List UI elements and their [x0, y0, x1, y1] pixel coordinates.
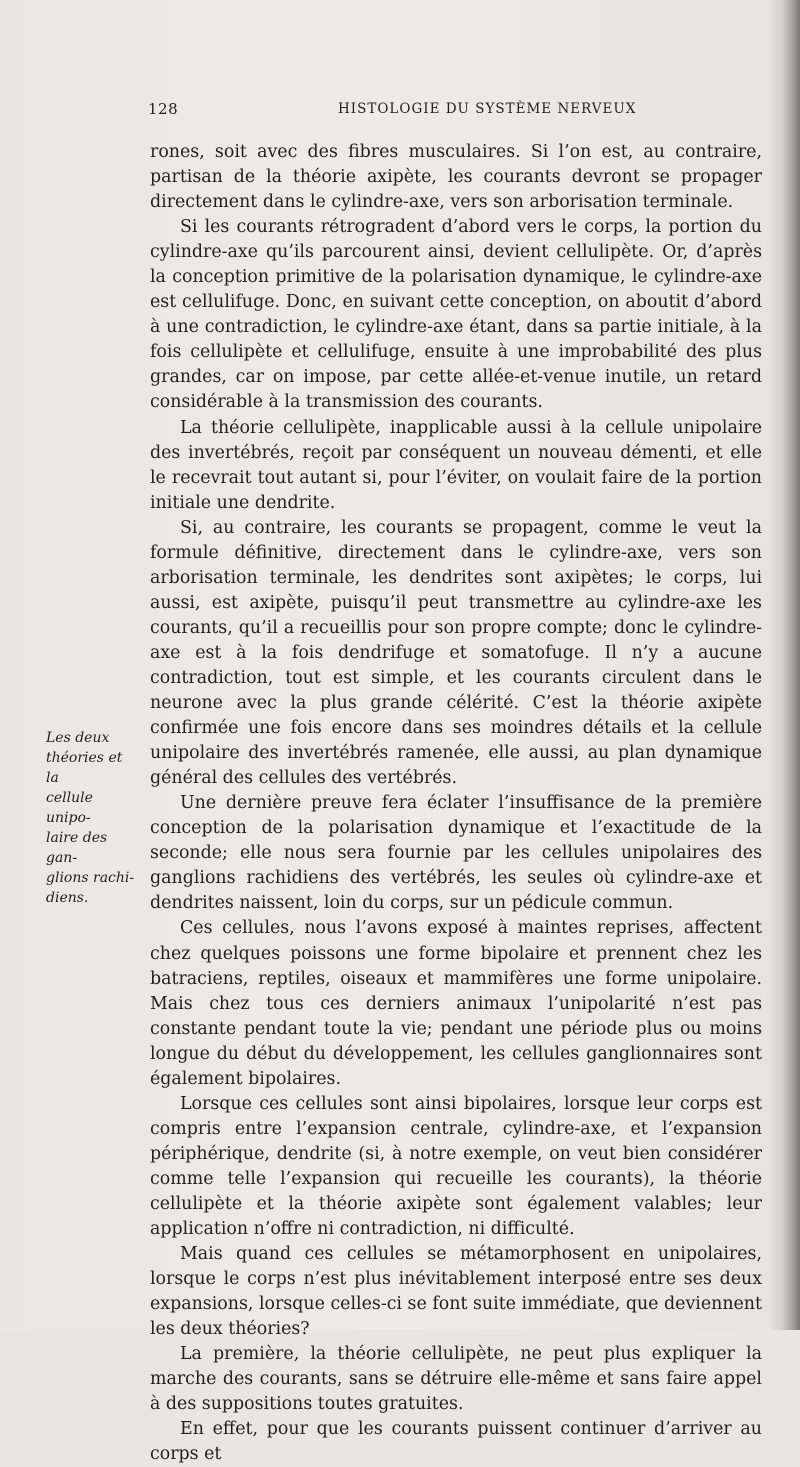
marginal-note — [46, 728, 138, 908]
running-title: HISTOLOGIE DU SYSTÈME NERVEUX — [338, 101, 637, 117]
paragraph: Si, au contraire, les courants se propagent, comme le veut la formule définitive, directement dans le cylindre-axe, vers son arborisation terminale, les dendrites sont axipètes; le corps, lui aussi, est axipète, puisqu’il peut transmettre au cylindre-axe les courants, qu’il a recueillis pour son propre compte; donc le cylindre-axe est à la fois dendrifuge et somatofuge. Il n’y a aucune contradiction, tout est simple, et les courants circulent dans le neurone avec la plus grande célérité. C’est la théorie axipète confirmée une fois encore dans ses moindres détails et la cellule unipolaire des invertébrés ramenée, elle aussi, au plan dynamique général des cellules des vertébrés. — [150, 517, 762, 789]
paragraph: Lorsque ces cellules sont ainsi bipolaires, lorsque leur corps est compris entre l’expansion centrale, cylindre-axe, et l’expansion périphérique, dendrite (si, à notre exemple, on veut bien considérer comme telle l’expansion qui recueille les courants), la théorie cellulipète et la théorie axipète sont également valables; leur application n’offre ni contradiction, ni difficulté. — [150, 1093, 762, 1240]
paragraph: La théorie cellulipète, inapplicable aussi à la cellule unipolaire des invertébrés, reçoit par conséquent un nouveau démenti, et elle le recevrait tout autant si, pour l’éviter, on voulait faire de la portion initiale une dendrite. — [150, 417, 762, 513]
page-header — [148, 100, 758, 124]
paragraph: Mais quand ces cellules se métamorphosent en unipolaires, lorsque le corps n’est plus inévitablement interposé entre ses deux expansions, lorsque celles-ci se font suite immédiate, que deviennent les deux théories? — [150, 1244, 762, 1340]
paragraph: La première, la théorie cellulipète, ne peut plus expliquer la marche des courants, sans se détruire elle-même et sans faire appel à des suppositions toutes gratuites. — [150, 1344, 762, 1415]
marginal-note-line: glions rachi- — [46, 870, 135, 886]
paragraph: rones, soit avec des fibres musculaires. Si l’on est, au contraire, partisan de la théorie axipète, les courants devront se propager directement dans le cylindre-axe, vers son arborisation terminale. — [150, 142, 762, 213]
marginal-note-line: théories et la — [46, 750, 123, 786]
marginal-note-line: Les deux — [46, 730, 110, 746]
marginal-note-line: diens. — [46, 890, 89, 906]
binding-shadow — [782, 0, 800, 1330]
paragraph: Une dernière preuve fera éclater l’insuffisance de la première conception de la polarisation dynamique et l’exactitude de la seconde; elle nous sera fournie par les cellules unipolaires des ganglions rachidiens des vertébrés, les seules où cylindre-axe et dendrites naissent, loin du corps, sur un pédicule commun. — [150, 793, 762, 914]
paragraph: En effet, pour que les courants puissent continuer d’arriver au corps et — [150, 1419, 762, 1465]
marginal-note-line: laire des gan- — [46, 830, 108, 866]
paragraph: Si les courants rétrogradent d’abord vers le corps, la portion du cylindre-axe qu’ils parcourent ainsi, devient cellulipète. Or, d’après la conception primitive de la polarisation dynamique, le cylindre-axe est cellulifuge. Donc, en suivant cette conception, on aboutit d’abord à une contradiction, le cylindre-axe étant, dans sa partie initiale, à la fois cellulipète et cellulifuge, ensuite à une improbabilité des plus grandes, car on impose, par cette allée-et-venue inutile, un retard considérable à la transmission des courants. — [150, 217, 762, 413]
page-number: 128 — [148, 100, 179, 118]
marginal-note-line: cellule unipo- — [46, 790, 93, 826]
paragraph: Ces cellules, nous l’avons exposé à maintes reprises, affectent chez quelques poissons une forme bipolaire et prennent chez les batraciens, reptiles, oiseaux et mammifères une forme unipolaire. Mais chez tous ces derniers animaux l’unipolarité n’est pas constante pendant toute la vie; pendant une période plus ou moins longue du début du développement, les cellules ganglionnaires sont également bipolaires. — [150, 918, 762, 1089]
body-text — [150, 140, 762, 1467]
